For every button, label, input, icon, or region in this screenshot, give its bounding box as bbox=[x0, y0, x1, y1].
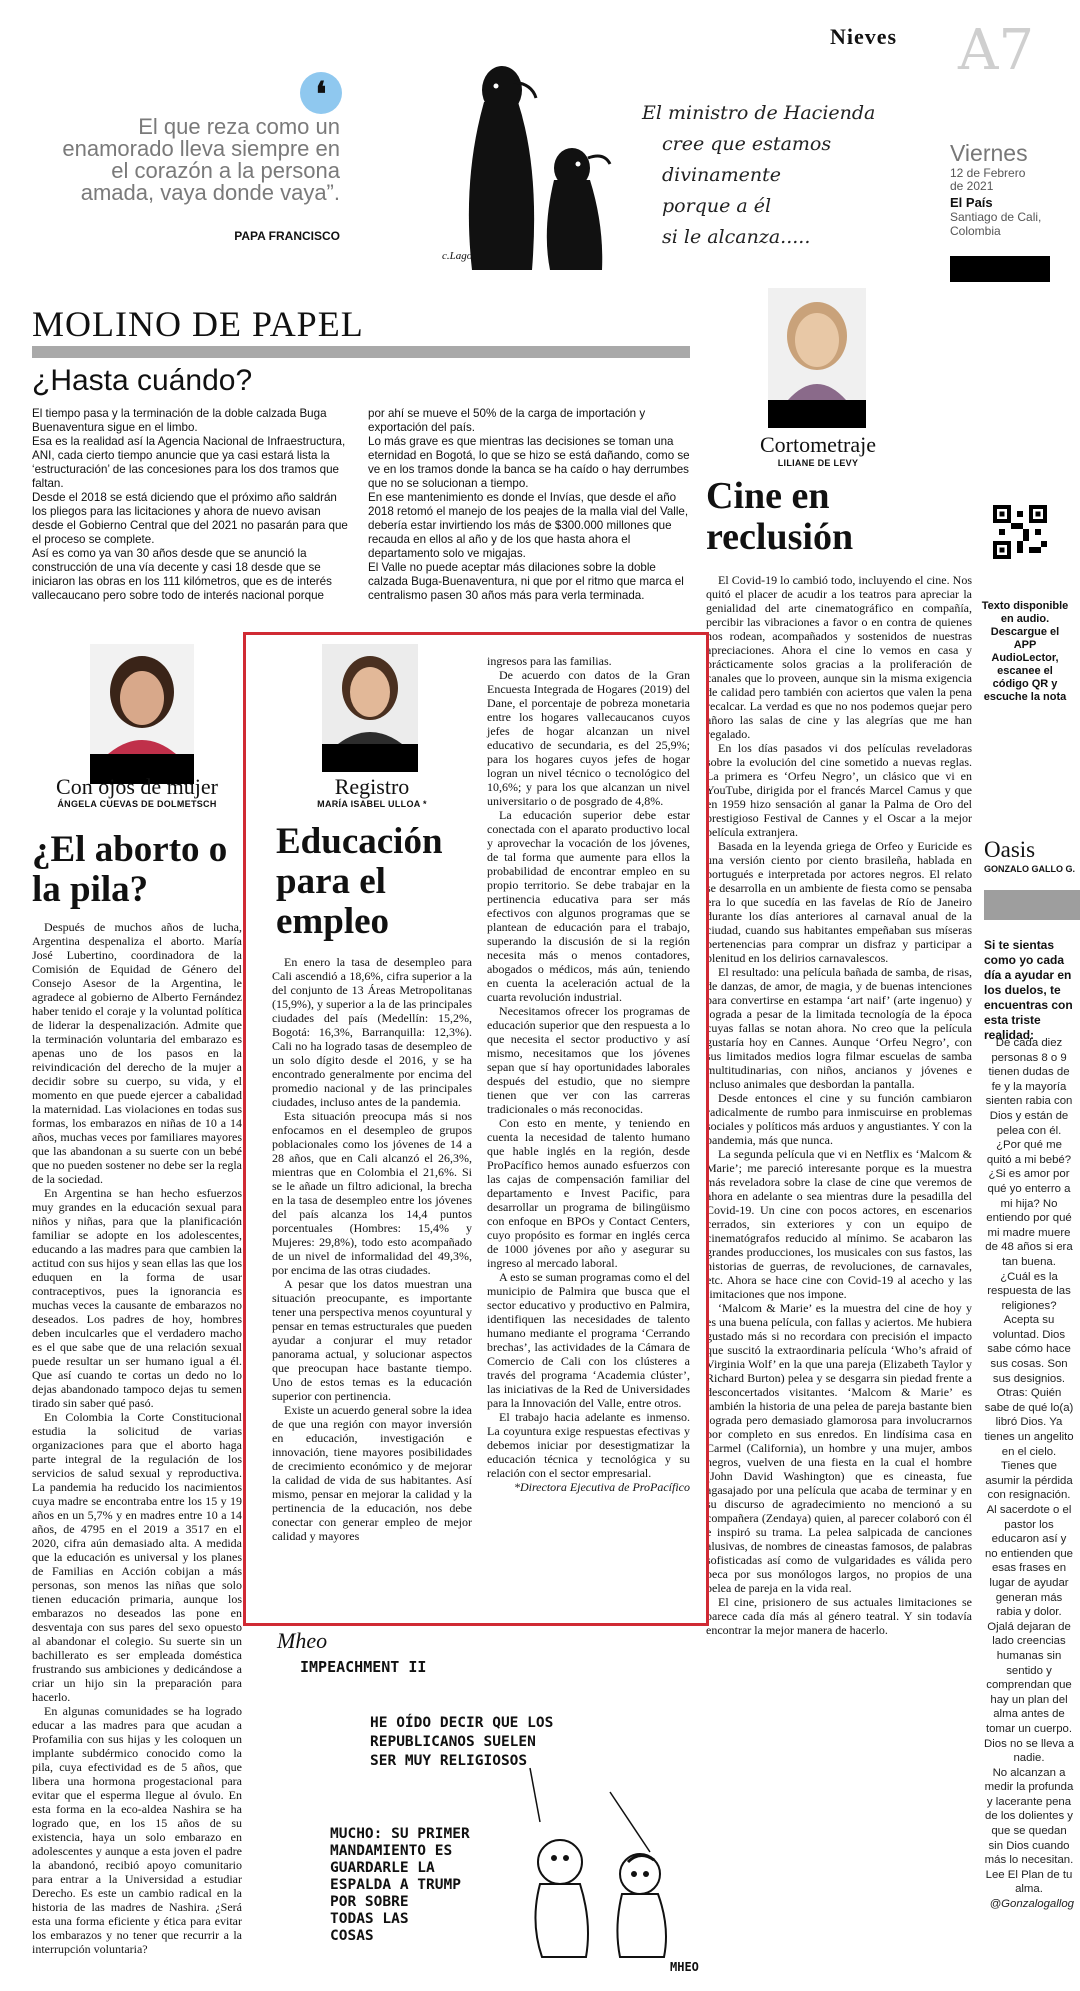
paragraph: Otras: Quién sabe de qué lo(a) libró Dios. Ya tienes un angelito en el cielo. Tienes que asumir la pérdida con resignación. bbox=[984, 1387, 1074, 1502]
author-photo-cuevas bbox=[90, 644, 194, 784]
paragraph: De acuerdo con datos de la Gran Encuesta Integrada de Hogares (2019) del Dane, el porcentaje de pobreza monetaria entre los hogares vallecaucanos cuyos jefes de hogar alcanzan un nivel educativo de secundaria, es del 25,9%; para los hogares cuyos jefes de hogar logran un nivel técnico o tecnológico del 10,6%; y para los que alcanzan un nivel universitario o de posgrado de 4,8%. bbox=[487, 668, 690, 808]
author-photo-levy bbox=[768, 288, 866, 428]
paragraph: La segunda película que vi en Netflix es ‘Malcom & Marie’; me pareció interesante porque es la muestra más reveladora sobre la clase de cine que veremos de ahora en adelante o sea mientras dure la pesadilla del Covid-19. Un cine con pocos actores, en escenarios cerrados, sin exteriores y con un equipo de cinematógrafos reducido al mínimo. Se acabaron las grandes producciones, los musicales con sus fastos, las historias de guerras, de revoluciones, de carnavales, etc. Ahora se hace cine con Covid-19 al acecho y las limitaciones que nos impone. bbox=[706, 1147, 972, 1301]
paragraph: ¿Por qué me quitó a mi bebé? ¿Si es amor por qué yo enterro a mi hija? No entiendo por qué mi madre muere de 48 años si era tan buena. bbox=[985, 1139, 1073, 1268]
headline-aborto: ¿El aborto o la pila? bbox=[32, 829, 228, 910]
paragraph: La educación superior debe estar conectada con el aparato productivo local y aprovechar la vocación de los jóvenes, de tal forma que aumente para ellos la probabilidad de encontrar empleo en su propio territorio. Se debe trabajar en la pertinencia educativa para ser más efectivos con algunos programas que se plantean de educación para el trabajo, superando la discusión de si la región necesita más o menos contadores, abogados o médicos, más aún, teniendo en cuenta la aceleración actual de la cuarta revolución industrial. bbox=[487, 808, 690, 1004]
paragraph: El tiempo pasa y la terminación de la doble calzada Buga Buenaventura sigue en el limbo. bbox=[32, 407, 327, 434]
reply-line: MANDAMIENTO ES bbox=[330, 1843, 453, 1859]
oasis-bar bbox=[984, 890, 1080, 920]
reply-line: TODAS LAS bbox=[330, 1911, 409, 1927]
oasis-body bbox=[984, 1036, 1074, 1912]
paragraph: A pesar que los datos muestran una situación preocupante, es importante tener una perspectiva menos coyuntural y pensar en temas estructurales que pueden ayudar a conjurar el muy retador panorama actual, y solucionar aspectos que preocupan hace bastante tiempo. Uno de estos temas es la educación superior con pertinencia. bbox=[272, 1277, 472, 1403]
paragraph: Después de muchos años de lucha, Argentina despenaliza el aborto. María José Lubertino, coordinadora de la Comisión de Equidad de Género del Consejo Asesor de la Argentina, le agradece al gobierno de Alberto Fernández haber tenido el coraje y la voluntad política de liderar la despenalización. Admite que la terminación voluntaria del embarazo es apenas uno de los pasos en la reivindicación del derecho de la mujer a decidir sobre su cuerpo, su vida, y el momento en que puede ejercer a cabalidad la maternidad. Las violaciones en todas sus formas, los embarazos en niñas de 10 a 14 años, muchas veces por familiares mayores que las abandonan a su suerte con un bebé que no pueden sostener no debe ser la regla de la sociedad. bbox=[32, 920, 242, 1186]
paragraph: Existe un acuerdo general sobre la idea de que una región con mayor inversión en educación, investigación e innovación, tiene mayores posibilidades de crecimiento económico y de mejorar la calidad de vida de sus habitantes. Así mismo, pensar en mejorar la calidad y la pertinencia de la educación, nos debe conectar con generar empleo de mejor calidad y mayores bbox=[272, 1403, 472, 1543]
reply-line: POR SOBRE bbox=[330, 1894, 409, 1910]
date-line: de 2021 bbox=[950, 179, 994, 193]
paragraph: El cine, prisionero de sus actuales limitaciones se parece cada día más al género teatral. Y sin todavía encontrar la mejor manera de hacerlo. bbox=[706, 1595, 972, 1637]
date-day: Viernes bbox=[950, 140, 1028, 166]
cartoon-mheo-figures bbox=[500, 1762, 700, 1962]
paragraph: En ese mantenimiento es donde el Invías, que desde el año 2018 retomó el manejo de los peajes de la malla vial del Valle, debería estar invirtiendo los más de $300.000 millones que recauda en ellos al año y de los que hasta ahora el departamento solo ve migajas. bbox=[368, 491, 689, 560]
editorial-column-1 bbox=[32, 407, 352, 603]
column-name-registro: Registro bbox=[334, 774, 410, 799]
paragraph: A esto se suman programas como el del municipio de Palmira que busca que el sector educativo y productivo en Palmira, identifiquen las necesidades de talento humano mediante el programa ‘Cerrando brechas’, las actividades de la Cámara de Comercio de Cali con los clústeres a través del programa ‘Academia clúster’, las iniciativas de la Red de Universidades para la Innovación del Valle, entre otros. bbox=[487, 1270, 690, 1410]
headline-educacion: Educación para el empleo bbox=[276, 821, 443, 942]
paragraph: El Covid-19 lo cambió todo, incluyendo el cine. Nos quitó el placer de acudir a los teatros para apreciar la genialidad del arte cinematográfico en compañía, percibir las vibraciones a favor o en contra de quienes nos rodean, acompañados y sostenidos de nuestras apreciaciones. Ahora el cine lo vemos en casa y prácticamente solos gracias a la proliferación de canales que lo proveen, aunque sin la misma exigencia de calidad pero también con aciertos que valen la pena recalcar. La verdad es que no nos podemos quejar pero añoro las salas de cine y las alegrías que me han regalado. bbox=[706, 573, 972, 741]
paragraph: En enero la tasa de desempleo para Cali ascendió a 18,6%, cifra superior a la del conjunto de 13 Áreas Metropolitanas (15,9%), y superior a la de las principales ciudades del país (Medellín: 15,2%, Bogotá: 16,3%, Barranquilla: 12,3%). Cali no ha logrado tasas de desempleo de un solo dígito desde el 2016, y se ha encontrado generalmente por encima del promedio nacional y de las principales ciudades, incluso antes de la pandemia. bbox=[272, 955, 472, 1109]
article-educacion-col-b bbox=[487, 654, 690, 1494]
author-cuevas: ÁNGELA CUEVAS DE DOLMETSCH bbox=[57, 799, 217, 809]
location: Santiago de Cali, Colombia bbox=[950, 210, 1042, 238]
paragraph: Así es como ya van 30 años desde que se anunció la construcción de una vía decente y casi 18 desde que se iniciaron las obras en los 111 kilómetros, que es de interés vallecaucano pero sobre todo de interés nacional porque bbox=[32, 547, 332, 602]
paragraph: Lo más grave es que mientras las decisiones se toman una eternidad en Bogotá, lo que se hizo se está dañando, como se ve en los tramos donde la banca se ha caído o hay derrumbes que no se solucionan a tiempo. bbox=[368, 435, 690, 490]
oasis-lead: Si te sientas como yo cada día a ayudar en los duelos, te encuentras con esta triste realidad: bbox=[984, 938, 1073, 1042]
column-name-cortometraje: Cortometraje bbox=[759, 432, 877, 457]
footnote: *Directora Ejecutiva de ProPacífico bbox=[513, 1480, 690, 1494]
bubble-line: REPUBLICANOS SUELEN bbox=[370, 1734, 536, 1750]
cartoon-text-line: porque a él bbox=[662, 195, 772, 217]
cartoon-mheo bbox=[300, 1652, 730, 1982]
section-title: MOLINO DE PAPEL bbox=[32, 304, 364, 344]
cartoon-lago bbox=[432, 60, 902, 275]
reply-line: GUARDARLE LA bbox=[330, 1860, 435, 1876]
paragraph: ‘Malcom & Marie’ es la muestra del cine de hoy y es una buena película, con fallas y aciertos. Me hubiera gustado más si no recordara con precisión el impacto que suscitó la extraordinaria película ‘Who’s afraid of Virginia Wolf’ en la que una pareja (Elizabeth Taylor y Richard Burton) pelea y se desgarra sin piedad frente a desconcertados visitantes. ‘Malcom & Marie’ es también la historia de una pelea de pareja bastante bien lograda pero demasiado glamorosa para involucrarnos por completo en sus enredos. En lindísima casa en Carmel (California), un hombre y una mujer, ambos negros, vuelven de una fiesta en la cual el hombre (John David Washington) que es cineasta, fue agasajado por una película que acaba de terminar y en su discurso de agradecimiento no mencionó a su compañera (Zendaya) quien, al parecer colaboró con él e inspiró su trama. La pelea salpicada de canciones alusivas, de nombres de cineastas famosos, de palabras sofisticadas así como de vulgaridades es válida pero peca por sus monólogos largos, no propios de una pelea de pareja en la vida real. bbox=[706, 1301, 972, 1595]
qr-code[interactable] bbox=[993, 505, 1047, 559]
author-levy: LILIANE DE LEVY bbox=[777, 458, 859, 468]
quote-icon: ❛ bbox=[300, 72, 342, 114]
paragraph: El resultado: una película bañada de samba, de risas, de danzas, de amor, de magia, y de buenas intenciones para convertirse en estampa ‘art naif’ (arte ingenuo) y lograda a pesar de la limitada tecnología de la época cuyas fallas se notan ahora. No creo que la película gustaría hoy en Cannes. Aunque ‘Orfeu Negro’, con sus limitados medios logra filmar escuelas de samba multitudinarias, con niños, ancianos y jóvenes e incluso animales que desbordan la pantalla. bbox=[706, 965, 972, 1091]
article-cine bbox=[706, 573, 972, 1637]
reply-line: MUCHO: SU PRIMER bbox=[330, 1826, 470, 1842]
cartoon-text-line: El ministro de Hacienda bbox=[642, 102, 876, 124]
cartoon-text-line: divinamente bbox=[662, 164, 781, 186]
paragraph: Esta situación preocupa más si nos enfocamos en el desempleo de grupos poblacionales como los jóvenes de 14 a 28 años, que en Cali alcanzó el 26,3%, mientras que en Colombia el 21,6%. Si se le añade un filtro adicional, la brecha en la tasa de desempleo entre los jóvenes del país alcanza los 14,4 puntos porcentuales (Hombres: 15,4% y Mujeres: 29,8%), todo esto acompañado de un nivel de informalidad del 49,3%, por encima de las otras ciudades. bbox=[272, 1109, 472, 1277]
paper-name: El País bbox=[950, 195, 993, 210]
cartoon-lago-figures bbox=[432, 60, 632, 275]
paragraph: En Colombia la Corte Constitucional estudia la solicitud de varias organizaciones para que el aborto haga parte integral de la regulación de los servicios de salud sexual y reproductiva. La pandemia ha reducido los nacimientos cuya madre se encontraba entre los 15 y 19 años en un 5,7% y en madres entre 10 a 14 años, de 4795 en el 2019 a 3517 en el 2020, cifra aún demasiado alta. A medida que la educación es universal y los planes de Familias en Acción cobijan a más personas, son menos las niñas que solo tienen educación primaria, aunque los embarazos no deseados las pone en desventaja con sus pares del sexo opuesto al abandonar el colegio. Su suerte sin un bachillerato es ser empleada doméstica frustrando sus ambiciones y dedicándose a criar un hijo sin la preparación para hacerlo. bbox=[32, 1410, 242, 1704]
editorial-column-2 bbox=[368, 407, 690, 603]
paragraph: En los días pasados vi dos películas reveladoras sobre la evolución del cine sometido a nuevas reglas. La primera es ‘Orfeu Negro’, un clásico que vi en YouTube, dirigida por el francés Marcel Camus y que en 1959 hizo sensación al ganar la Palma de Oro del prestigioso Festival de Cannes y el Oscar a la mejor película extranjera. bbox=[706, 741, 972, 839]
paragraph: Desde entonces el cine y su función cambiaron radicalmente de rumbo para inmiscuirse en problemas sociales y políticos más arduos y angustiantes. Y con la pandemia, más que nunca. bbox=[706, 1091, 972, 1147]
cartoon-signature: MHEO bbox=[670, 1960, 699, 1974]
paragraph: Con esto en mente, y teniendo en cuenta la necesidad de talento humano que hable inglés en la región, desde ProPacífico hemos aunado esfuerzos con las cajas de compensación familiar del departamento e Invest Pacific, para desarrollar un programa de bilingüismo con enfoque en BPOs y Contact Centers, cuyo propósito es formar en inglés cerca de 1000 jóvenes por año y asegurar su ingreso al mercado laboral. bbox=[487, 1116, 690, 1270]
paragraph: Al sacerdote o el pastor los educaron así y no entienden que esas frases en lugar de ayudar generan más rabia y dolor. bbox=[984, 1504, 1074, 1619]
ad-bar bbox=[950, 256, 1050, 282]
paragraph: Desde el 2018 se está diciendo que el próximo año saldrán los pliegos para las licitaciones y ahora de nuevo avisan desde el Gobierno Central que del 2021 no pasarán para que el proceso se complete. bbox=[32, 491, 348, 546]
paragraph: De cada diez personas 8 o 9 tienen dudas de fe y la mayoría sienten rabia con Dios y están de pelea con él. bbox=[985, 1037, 1073, 1137]
author-photo-ulloa bbox=[322, 644, 418, 772]
article-aborto bbox=[32, 920, 242, 1956]
paragraph: Ojalá dejaran de lado creencias humanas sin sentido y comprendan que hay un plan del alma antes de tomar un cuerpo. Dios no se lleva a nadie. bbox=[984, 1620, 1074, 1765]
cartoonist-name: Mheo bbox=[277, 1628, 328, 1653]
paragraph: Basada en la leyenda griega de Orfeo y Euricide es una versión ciento por ciento brasileña, hablada en portugués e interpretada por actores negros. El relato se desarrolla en un ambiente de fiesta como se pensaba era lo que sucedía en las favelas de Río de Janeiro durante los días anteriores al carnaval anual de la ciudad, cuando sus habitantes empeñaban sus míseras pertenencias para comprar un disfraz y participar a plenitud en los delirios carnavalescos. bbox=[706, 839, 972, 965]
paragraph: por ahí se mueve el 50% de la carga de importación y exportación del país. bbox=[368, 407, 646, 434]
date-box bbox=[950, 140, 1070, 238]
section-rule bbox=[32, 346, 690, 358]
reply-line: ESPALDA A TRUMP bbox=[330, 1877, 461, 1893]
cartoon-text-line: cree que estamos bbox=[662, 133, 832, 155]
page-number: A7 bbox=[958, 18, 1035, 83]
author-gallo: GONZALO GALLO G. bbox=[984, 864, 1075, 874]
editorial-headline: ¿Hasta cuándo? bbox=[32, 364, 253, 397]
headline-cine: Cine en reclusión bbox=[706, 475, 854, 558]
author-ulloa: MARÍA ISABEL ULLOA * bbox=[317, 799, 427, 809]
section-name: Nieves bbox=[830, 24, 898, 49]
paragraph: En Argentina se han hecho esfuerzos muy grandes en la educación sexual para niños y niñas, para que la planificación familiar se adopte en los adolescentes, educando a las madres para que cambien la actitud con sus hijos y sean ellas las que los eduquen en la forma de usar contraceptivos, pues la ignorancia es muchas veces la causante de embarazos no deseados. Los padres de hoy, hombres deben inculcarles que el verdadero macho es el que sabe que de una relación sexual puede resultar un ser humano igual a él. Que así cuando te cortas un dedo no lo dejas abandonado tampoco dejas tu semen tirado sin saber qué pasó. bbox=[32, 1186, 242, 1410]
article-educacion-col-a bbox=[272, 955, 472, 1543]
date-line: 12 de Febrero bbox=[950, 166, 1026, 180]
paragraph: En algunas comunidades se ha logrado educar a las madres para que acudan a Profamilia con sus hijas y les coloquen un implante subdérmico conocido como la pila, cuya efectividad es de 5 años, que libera una hormona progestacional para evitar que el esperma llegue al óvulo. En esta forma en la eco-aldea Nashira se ha logrado que, en los 15 años de su existencia, haya un solo embarazo en adolescentes y aunque a esta joven el padre la abandonó, recibió apoyo comunitario para entrar a la Universidad a estudiar Derecho. Es este un cambio radical en la historia de las madres de Nashira. ¿Será esta una forma eficiente y ética para evitar los embarazos y no tener que recurrir a la interrupción voluntaria? bbox=[32, 1704, 242, 1956]
bubble-line: SER MUY RELIGIOSOS bbox=[370, 1753, 528, 1769]
paragraph: El Valle no puede aceptar más dilaciones sobre la doble calzada Buga-Buenaventura, ni que por el ritmo que marca el centralismo pasen 30 años más para verla terminada. bbox=[368, 561, 684, 602]
paragraph: No alcanzan a medir la profunda y lacerante pena de los dolientes y que se quedan sin Dios cuando más lo necesitan. Lee El Plan de tu alma. bbox=[984, 1766, 1074, 1896]
quote-author: PAPA FRANCISCO bbox=[234, 229, 340, 243]
reply-line: COSAS bbox=[330, 1928, 374, 1944]
paragraph: Necesitamos ofrecer los programas de educación superior que den respuesta a lo que necesita el sector productivo y así mismo, necesitamos que los jóvenes sepan que sí hay oportunidades laborales después del estudio, que no siempre tienen que ver con las carreras tradicionales o más reconocidas. bbox=[487, 1004, 690, 1116]
paragraph: ingresos para las familias. bbox=[487, 654, 612, 668]
qr-caption: Texto disponible en audio. Descargue el APP AudioLector, escanee el código QR y escuche la nota bbox=[981, 600, 1069, 703]
bubble-line: HE OÍDO DECIR QUE LOS bbox=[370, 1715, 554, 1731]
paragraph: ¿Cuál es la respuesta de las religiones? Acepta su voluntad. Dios sabe cómo hace sus cosas. Son sus designios. bbox=[987, 1270, 1071, 1385]
column-name-oasis: Oasis bbox=[984, 837, 1036, 862]
paragraph: El trabajo hacia adelante es inmenso. La coyuntura exige respuestas efectivas y debemos iniciar por desestigmatizar la educación técnica y tecnológica y su relación con el sector empresarial. bbox=[487, 1410, 690, 1480]
cartoon-title: IMPEACHMENT II bbox=[300, 1658, 427, 1676]
column-name-ojos: Con ojos de mujer bbox=[56, 774, 218, 799]
cartoon-text-line: si le alcanza..... bbox=[662, 226, 811, 248]
quote-text: El que reza como un enamorado lleva siempre en el corazón a la persona amada, vaya donde vaya”. bbox=[62, 114, 340, 205]
reply-bubble bbox=[330, 1826, 470, 1945]
paragraph: Esa es la realidad así la Agencia Nacional de Infraestructura, ANI, cada cierto tiempo anuncie que ya casi estará lista la ‘estructuración’ de las concesiones para los dos tramos que faltan. bbox=[32, 435, 346, 490]
oasis-handle: @Gonzalogallog bbox=[989, 1898, 1074, 1911]
cartoon-signature: c.Lago bbox=[442, 250, 473, 262]
